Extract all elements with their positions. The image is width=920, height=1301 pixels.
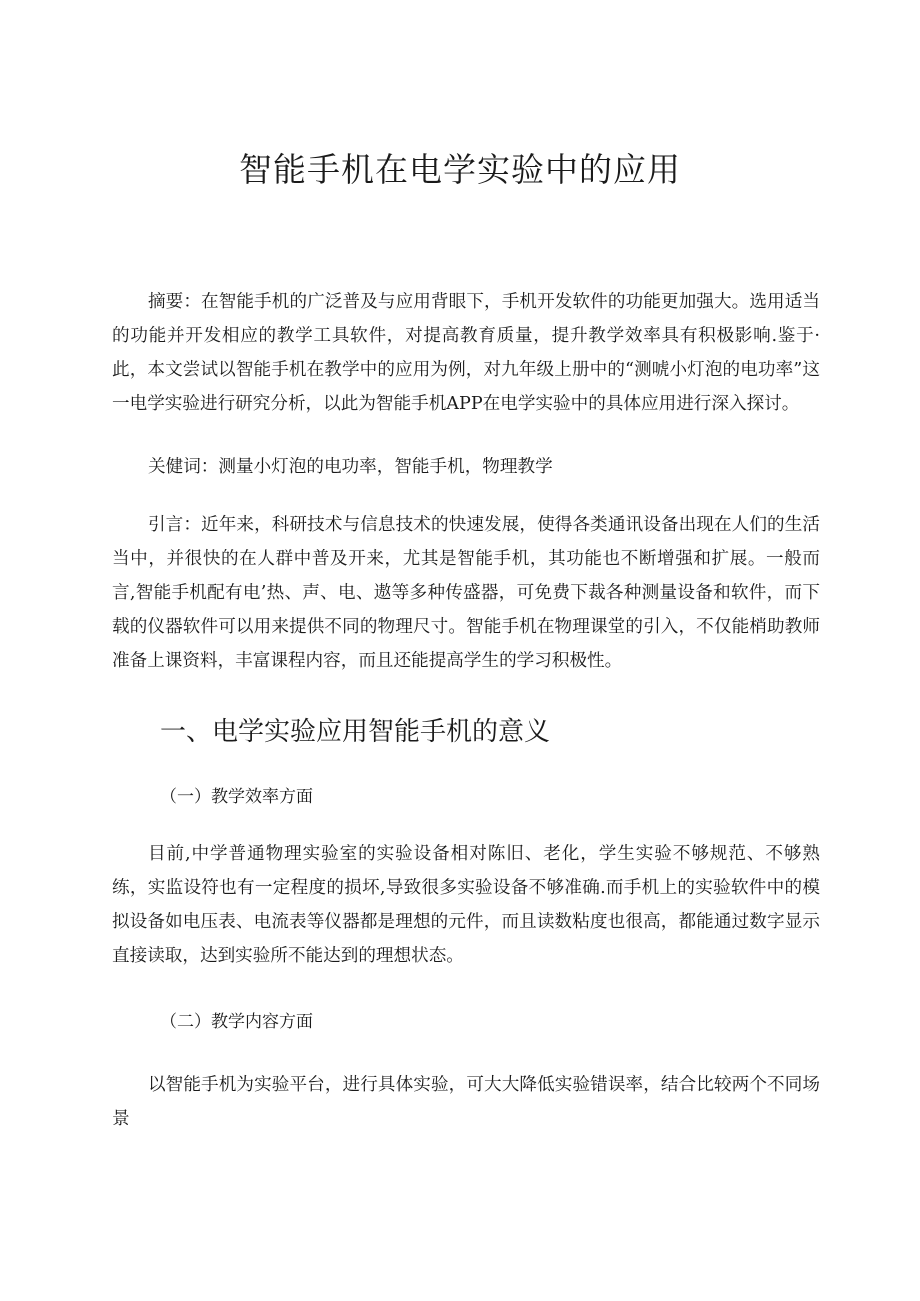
document-title: 智能手机在电学实验中的应用 (239, 150, 681, 189)
introduction-paragraph: 引言：近年来，科研技术与信息技术的快速发展，使得各类通讯设备出现在人们的生活当中，并很快的在人群中普及开来，尤其是智能手机，其功能也不断增强和扩展。一般而言,智能手机配有电’热、声、电、遨等多种传盛器，可免费下裁各种测量设备和软件，而下载的仪器软件可以用来提供不同的物理尺寸。智能手机在物理课堂的引入，不仅能梢助教师准备上课资料，丰富课程内容，而且还能提高学生的学习积极性。 (112, 515, 820, 671)
subsection-1-paragraph: 目前,中学普通物理实验室的实验设备相对陈旧、老化，学生实验不够规范、不够熟练，实监设符也有一定程度的损坏,导致很多实验设备不够准确.而手机上的实验软件中的模拟设备如电压表、电流表等仪器都是理想的元件，而且读数粘度也很高，都能通过数字显示直接读取，达到实验所不能达到的理想状态。 (112, 844, 820, 966)
subsection-2-paragraph: 以智能手机为实验平台，进行具体实验，可大大降低实验错误率，结合比较两个不同场景 (112, 1075, 820, 1129)
section-heading-1: 一、电学实验应用智能手机的意义 (160, 717, 551, 747)
subsection-heading-1: （一）教学效率方面 (160, 787, 313, 807)
subsection-heading-2: （二）教学内容方面 (160, 1012, 313, 1032)
abstract-paragraph: 摘要：在智能手机的广泛普及与应用背眼下，手机开发软件的功能更加强大。选用适当的功能并开发相应的教学工具软件，对提高教育质量，提升教学效率具有积极影响.鉴于·此，本文尝试以智能手机在教学中的应用为例，对九年级上册中的“测唬小灯泡的电功率”这一电学实验进行研究分析，以此为智能手机APP在电学实验中的具体应用进行深入探讨。 (112, 292, 820, 414)
keywords-paragraph: 关健词：测量小灯泡的电功率，智能手机，物理教学 (148, 457, 553, 477)
